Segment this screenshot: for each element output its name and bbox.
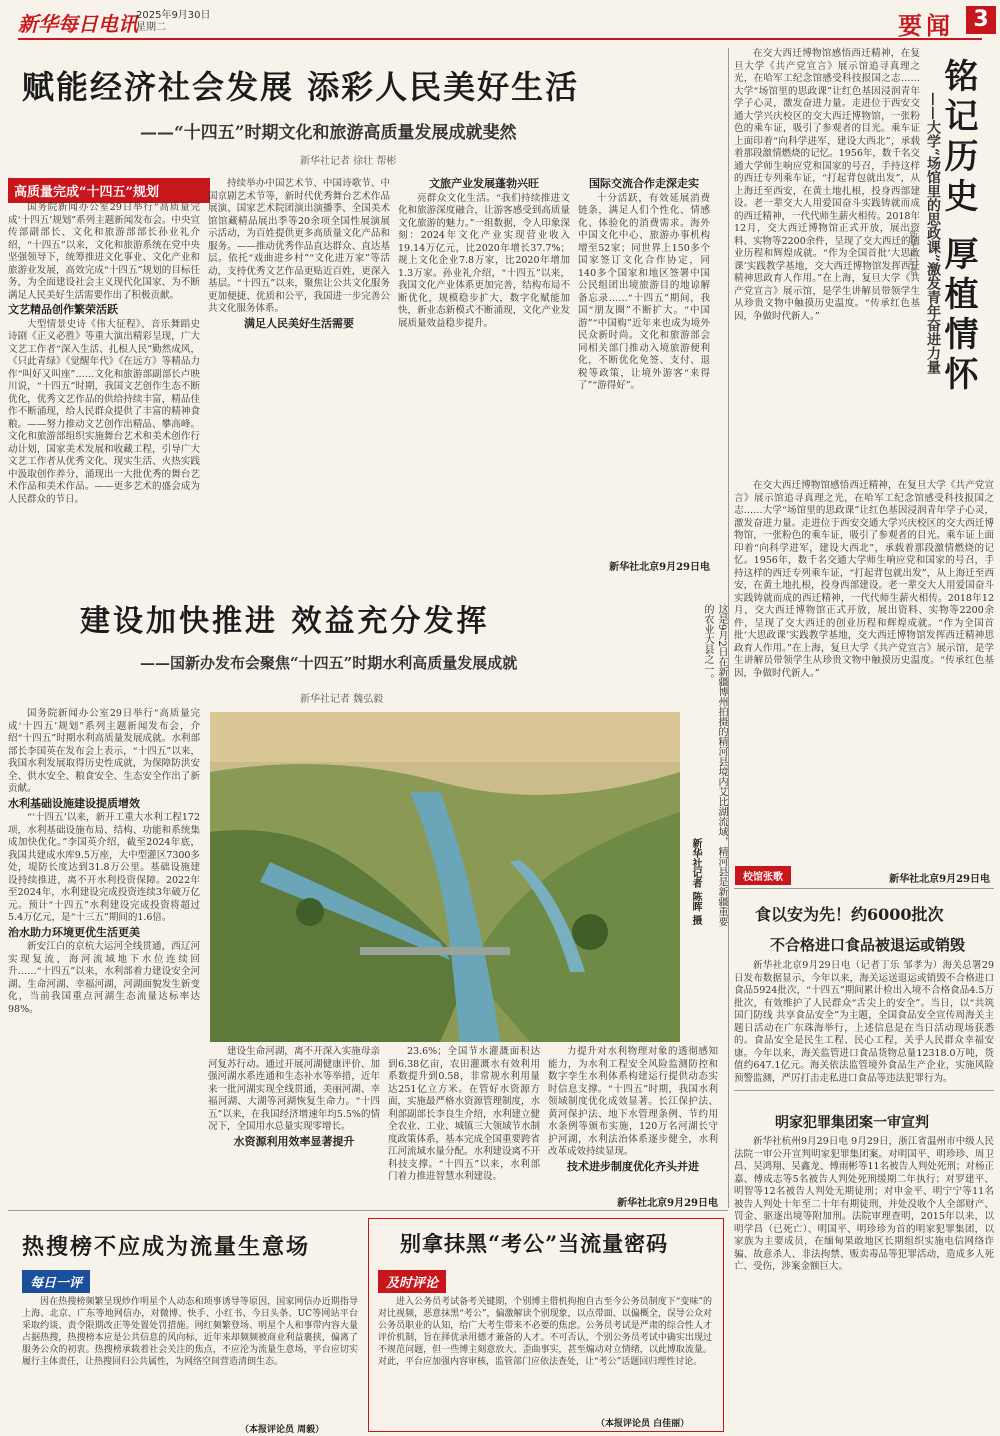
- right-badge: 校馆张歌: [735, 866, 791, 885]
- comment1-text-col: [22, 1296, 358, 1420]
- comment2-text-col: [378, 1296, 712, 1410]
- lead-text-3: 亮群众文化生活。“我们持续推进文化和旅游深度融合，让游客感受到高质量文化旅游的魅力。”一组数据，令人印象深刻：2024年文化产业实现营业收入19.14万亿元，比2020年增长37.7%；规上文化企业7.8万家，比2020年增加1.3万家。孙业礼介绍，“十四五”以来，我国文化产业体系更加完善，结构布局不断优化，规模稳步扩大，数字化赋能加快，新业态新模式不断涌现，文化产业发展质量效益稳步提升。: [398, 192, 570, 329]
- comment2-title: 别拿抹黑“考公”当流量密码: [400, 1231, 669, 1256]
- second-text-2: 新安江白的京杭大运河全线贯通，西辽河实现复流，海河流域地下水位连续回升……“十四五”以来，水利部着力建设安全河湖、生命河湖、幸福河湖，河湖面貌发生新变化，当前我国重点河湖生态流量达标率达98%。: [8, 941, 200, 1015]
- second-col-1: [8, 708, 200, 1206]
- issue-date: [136, 10, 211, 34]
- photo-caption: 这是9月2日在新疆博州拍摄的精河县境内艾比湖流域，精河县是新疆重要的农业大县之一。: [702, 604, 727, 927]
- right-vertical-subtitle: ——大学“场馆里的思政课”激发青年奋进力量: [925, 92, 941, 375]
- comment1-title: 热搜榜不应成为流量生意场: [22, 1234, 311, 1260]
- photo-credit: 新华社记者 陈晖 摄: [690, 838, 701, 925]
- second-subtitle: ——国新办发布会聚焦“十四五”时期水利高质量发展成就: [140, 654, 518, 672]
- divider-crime: [734, 1090, 994, 1091]
- date-text: 2025年9月30日: [136, 10, 211, 21]
- second-byline: 新华社记者 魏弘毅: [300, 694, 384, 705]
- lead-text-4: 十分活跃，有效延展消费链条，满足人们个性化、情感化、体验化的消费需求。海外中国文化中心、旅游办事机构增至52家；同世界上150多个国家签订文化合作协定，同140多个国家和地区签署中国公民组团出境旅游目的地谅解备忘录……“十四五”期间，我国“朋友圈”不断扩大。“中国游”“中国购”近年来也成为境外民众新时尚。文化和旅游部会同相关部门推动入境旅游便利化，不断优化免签、支付、退税等政策，让境外游客“来得了”“游得好”。: [578, 192, 710, 391]
- second-subhead-2: 治水助力环境更优生活更美: [8, 925, 140, 939]
- second-subhead-3: 水资源利用效率显著提升: [233, 1134, 355, 1148]
- comment1-tag: 每日一评: [22, 1270, 90, 1293]
- lead-subhead-3: 文旅产业发展蓬勃兴旺: [429, 177, 539, 190]
- second-text-5: 力提升对水利物理对象的透彻感知能力，为水利工程安全风险监测防控和数字孪生水利体系构建运行提供动态实时信息支撑。“十四五”时期，我国水利领域制度优化成效显著。长江保护法、黄河保护法、地下水管理条例、节约用水条例等颁布实施，120万名河湖长守护河湖，水利法治体系逐步健全，水利改革成效持续显现。: [548, 1046, 718, 1157]
- newspaper-logo: 新华每日电讯: [18, 12, 138, 36]
- river-photo: [210, 712, 680, 1042]
- food-text: 新华社北京9月29日电（记者丁乐 邹孝为）海关总署29日发布数据显示，今年以来，海关运送退运或销毁不合格进口食品5924批次，“十四五”期间累计检出入境不合格食品4.5万批次，有效维护了人民群众“舌尖上的安全”。当日，以“共筑国门防线 共享食品安全”为主题，全国食品安全宣传周海关主题日活动在广东珠海举行，上述信息是在当日活动现场获悉的。食品安全是民生工程、民心工程，关乎人民群众幸福安康。今年以来，海关监管进口食品货物总量12318.0万吨，货值约647.1亿元。海关依法监管境外食品生产企业，实施风险预警监测，严厉打击走私进口食品等违法犯罪行为。: [734, 960, 994, 1084]
- right-text: 在交大西迁博物馆感悟西迁精神，在复旦大学《共产党宣言》展示馆追寻真理之光，在哈军工纪念馆感受科技报国之志……大学“场馆里的思政课”让红色基因浸润青年学子心灵，激发奋进力量。走进位于西安交通大学兴庆校区的交大西迁博物馆，一张粉色的乘车证，吸引了参观者的目光。乘车证上面印着“向科学进军，建设大西北”，承载着那段激情燃烧的记忆。1956年，数千名交通大学师生响应党和国家的号召，手持这样的西迁专列乘车证，“打起背包就出发”，从上海迁至西安，在黄土地扎根，投身西部建设。老一辈交大人用爱国奋斗实践铸就而成的西迁精神，一代代师生薪火相传。2018年12月，交大西迁博物馆正式开放，展出资料、实物等2200余件，呈现了交大西迁的创业历程和辉煌成就。“作为全国首批‘大思政课’实践教学基地，交大西迁博物馆发挥西迁精神思政育人作用。”在上海，复旦大学《共产党宣言》展示馆，是学生讲解员带领学生从珍贵文物中触摸历史温度。“传承红色基因，争做时代新人。”: [734, 48, 920, 322]
- comment1-credit: （本报评论员 周毅）: [240, 1425, 325, 1435]
- lead-subhead-4: 国际交流合作走深走实: [589, 177, 699, 190]
- divider-bottom: [8, 1210, 728, 1211]
- comment1-tag-wrap: [22, 1270, 90, 1293]
- right-text-cont: 在交大西迁博物馆感悟西迁精神，在复旦大学《共产党宣言》展示馆追寻真理之光，在哈军工纪念馆感受科技报国之志……大学“场馆里的思政课”让红色基因浸润青年学子心灵，激发奋进力量。走进位于西安交通大学兴庆校区的交大西迁博物馆，一张粉色的乘车证，吸引了参观者的目光。乘车证上面印着“向科学进军，建设大西北”，承载着那段激情燃烧的记忆。1956年，数千名交通大学师生响应党和国家的号召，手持这样的西迁专列乘车证，“打起背包就出发”，从上海迁至西安，在黄土地扎根，投身西部建设。老一辈交大人用爱国奋斗实践铸就而成的西迁精神，一代代师生薪火相传。2018年12月，交大西迁博物馆正式开放，展出资料、实物等2200余件，呈现了交大西迁的创业历程和辉煌成就。“作为全国首批‘大思政课’实践教学基地，交大西迁博物馆发挥西迁精神思政育人作用。”在上海，复旦大学《共产党宣言》展示馆，是学生讲解员带领学生从珍贵文物中触摸历史温度。“传承红色基因，争做时代新人。”: [734, 480, 994, 679]
- right-signoff: 新华社北京9月29日电: [889, 874, 990, 885]
- second-intro: 国务院新闻办公室29日举行“高质量完成‘十四五’规划”系列主题新闻发布会，介绍“十四五”时期水利高质量发展成就。水利部部长李国英在发布会上表示，“十四五”以来，我国水利发展取得历史性成就，为保障防洪安全、供水安全、粮食安全、生态安全作出了新贡献。: [8, 708, 200, 794]
- second-subhead-4: 技术进步制度优化齐头并进: [567, 1159, 699, 1173]
- lead-col-4: [578, 178, 710, 558]
- crime-text: 新华社杭州9月29日电 9月29日，浙江省温州市中级人民法院一审公开宣判明家犯罪集团案。对明国平、明珍珍、周卫昌、吴鸿翔、吴鑫龙、傅雨彬等11名被告人判处死刑；对杨正嘉、傅成志等5名被告人判处死刑缓期二年执行；对罗建平、明智等12名被告人判处无期徒刑；对申金平、明宁宁等11名被告人判处十年至二十年有期徒刑，并处没收个人全部财产、罚金、驱逐出境等附加刑。法院审理查明，2015年以来，以明学昌（已死亡）、明国平、明珍珍为首的明家犯罪集团，以家族为主要成员，在缅甸果敢地区长期组织实施电信网络诈骗、故意杀人、非法拘禁、贩卖毒品等犯罪活动，造成多人死亡、受伤，涉案金额巨大。: [734, 1136, 994, 1272]
- divider-food: [734, 888, 994, 889]
- food-text-col: [734, 960, 994, 1084]
- lead-intro: 国务院新闻办公室29日举行“高质量完成‘十四五’规划”系列主题新闻发布会。中央宣传部副部长、文化和旅游部部长孙业礼介绍，“十四五”以来，文化和旅游系统在党中央坚强领导下，统筹推进文化事业、文化产业和旅游业发展，高效完成“十四五”规划的目标任务，为全面建设社会主义现代化国家、为不断满足人民美好生活需要作出了积极贡献。: [8, 202, 200, 301]
- lead-byline: 新华社记者 徐壮 帮彬: [300, 156, 397, 167]
- lead-col-3: [398, 178, 570, 570]
- second-title: 建设加快推进 效益充分发挥: [80, 604, 490, 639]
- comment2-text: 进入公务员考试备考关键期，个别博主借机拘抱自古至今公务员制度下“变味”的对比视频，恶意抹黑“考公”，偏激解读个别现象，以点带面、以偏概全，误导公众对公务员职业的认知，给广大考生带来不必要的焦虑。公务员考试是严肃的综合性人才评价机制，旨在择优录用德才兼备的人才。不可否认，个别公务员考试中确实出现过不规范问题，但一些博主刻意放大、歪曲事实，甚至煽动对立情绪，以此博取流量。对此，平台应加强内容审核，监管部门应依法查处，让“考公”话题回归理性讨论。: [378, 1297, 712, 1367]
- lead-title: 赋能经济社会发展 添彩人民美好生活: [22, 68, 580, 106]
- comment2-tag-wrap: [378, 1270, 446, 1293]
- second-col-3: [388, 1046, 540, 1206]
- right-vertical-title: 铭记历史 厚植情怀: [938, 58, 978, 396]
- second-text-1: “‘十四五’以来，新开工重大水利工程172项，水利基础设施布局、结构、功能和系统集成加快优化。”李国英介绍，截至2024年底，我国共建成水库9.5万座，大中型灌区7300多处，堤防长度达到31.8万公里。基础设施建设持续推进，离不开水利投资保障。2022年至2024年，水利建设完成投资连续3年破万亿元。预计“十四五”水利建设完成投资将超过5.4万亿元，是“十三五”期间的1.6倍。: [8, 812, 200, 923]
- section-title: 要闻: [898, 11, 954, 40]
- comment2-tag: 及时评论: [378, 1270, 446, 1293]
- food-title-1: 食以安为先！约6000批次: [755, 905, 944, 924]
- page-number: 3: [966, 6, 996, 34]
- lead-section-bar: 高质量完成“十四五”规划: [8, 178, 210, 203]
- second-signoff: 新华社北京9月29日电: [617, 1198, 718, 1209]
- weekday-text: 星期二: [136, 22, 166, 33]
- second-col-4: [548, 1046, 718, 1194]
- column-divider: [728, 48, 729, 1208]
- lead-text-1: 大型情景史诗《伟大征程》、音乐舞蹈史诗剧《正义必胜》等重大演出精彩呈现，广大文艺工作者“深入生活、扎根人民”勤然成风，《只此青绿》《觉醒年代》《在远方》等精品力作“叫好又叫座”……文化和旅游部副部长卢映川说，“十四五”时期，我国文艺创作生态不断优化，优秀文艺作品的供给持续丰富，精品佳作不断涌现，给人民群众提供了丰富的精神食粮。——努力推动文艺创作出精品、攀高峰。文化和旅游部组织实施舞台艺术和美术创作行动计划，国家美术发展和收藏工程，引导广大文艺工作者从优秀文化、现实生活、火热实践中汲取创作养分，涌现出一大批优秀的舞台艺术作品和美术作品。——更多艺术的盛会成为人民群众的节日。: [8, 318, 200, 505]
- second-subhead-1: 水利基础设施建设提质增效: [8, 796, 140, 810]
- lead-text-2: 持续举办中国艺术节、中国诗歌节、中国京剧艺术节等，新时代优秀舞台艺术作品展演、国家艺术院团演出演播季、全国美术馆馆藏精品展出季等20余项全国性展演展示活动，为百姓提供更多高质量文化产品和服务。——推动优秀作品直达群众、直达基层。依托“戏曲进乡村”“文化进万家”等活动，支持优秀文艺作品更贴近百姓，更深入基层。“十四五”以来，聚焦让公共文化服务更加便捷、优质和公平，我国进一步完善公共文化服务体系。: [208, 178, 390, 314]
- lead-col-1: [8, 202, 200, 570]
- lead-subhead-2: 满足人民美好生活需要: [244, 316, 354, 330]
- crime-title: 明家犯罪集团案一审宣判: [775, 1115, 929, 1131]
- right-vertical-byline: 新华社记者: [907, 230, 917, 275]
- second-col-2: [208, 1046, 380, 1206]
- second-text-3: 建设生命河湖，离不开深入实施母亲河复苏行动。通过开展河湖健康评价、加强河湖水系连通和生态补水等举措，近年来一批河湖实现全线贯通，美丽河湖、幸福河湖、大湖等河湖恢复生命力。“十四五”以来，在我国经济增速年均5.5%的情况下，全国用水总量实现零增长。: [208, 1046, 380, 1132]
- river-landscape-image: [210, 712, 680, 1042]
- masthead: [18, 6, 989, 40]
- right-body-col: [734, 480, 994, 810]
- lead-signoff: 新华社北京9月29日电: [609, 562, 710, 573]
- lead-subtitle: ——“十四五”时期文化和旅游高质量发展成就斐然: [140, 123, 517, 143]
- food-title-2: 不合格进口食品被退运或销毁: [770, 936, 966, 954]
- comment1-text: 因在热搜榜频繁呈现炒作明星个人动态和琐事诱导等原因，国家网信办近期指导上海、北京、广东等地网信办，对微博、快手、小红书、今日头条、UC等网站平台采取约谈、责令限期改正等处置处罚措施。网红频繁登场、明星个人和事带内容大量占据热搜，热搜榜本应是公共信息的风向标，近年来却频频被商业利益裹挟，偏离了服务公众的初衷。热搜榜承载着社会关注的焦点，不应沦为流量生意场，平台应切实履行主体责任，让热搜回归公共属性，为网络空间营造清朗生态。: [22, 1297, 358, 1367]
- comment2-credit: （本报评论员 白佳丽）: [596, 1419, 690, 1429]
- lead-col-2: [208, 178, 390, 570]
- crime-text-col: [734, 1136, 994, 1428]
- lead-subhead-1: 文艺精品创作繁荣活跃: [8, 303, 118, 316]
- second-text-4: 23.6%；全国节水灌溉面积达到6.38亿亩，农田灌溉水有效利用系数提升到0.58，非常规水利用量达251亿立方米。在管好水资源方面，实施最严格水资源管理制度，水利部副部长李良生介绍，水利建立健全农业、工业、城镇三大领域节水制度政策体系，基本完成全国重要跨省江河流域水量分配。水利建设离不开科技支撑。“十四五”以来，水利部门着力推进智慧水利建设。: [388, 1046, 541, 1182]
